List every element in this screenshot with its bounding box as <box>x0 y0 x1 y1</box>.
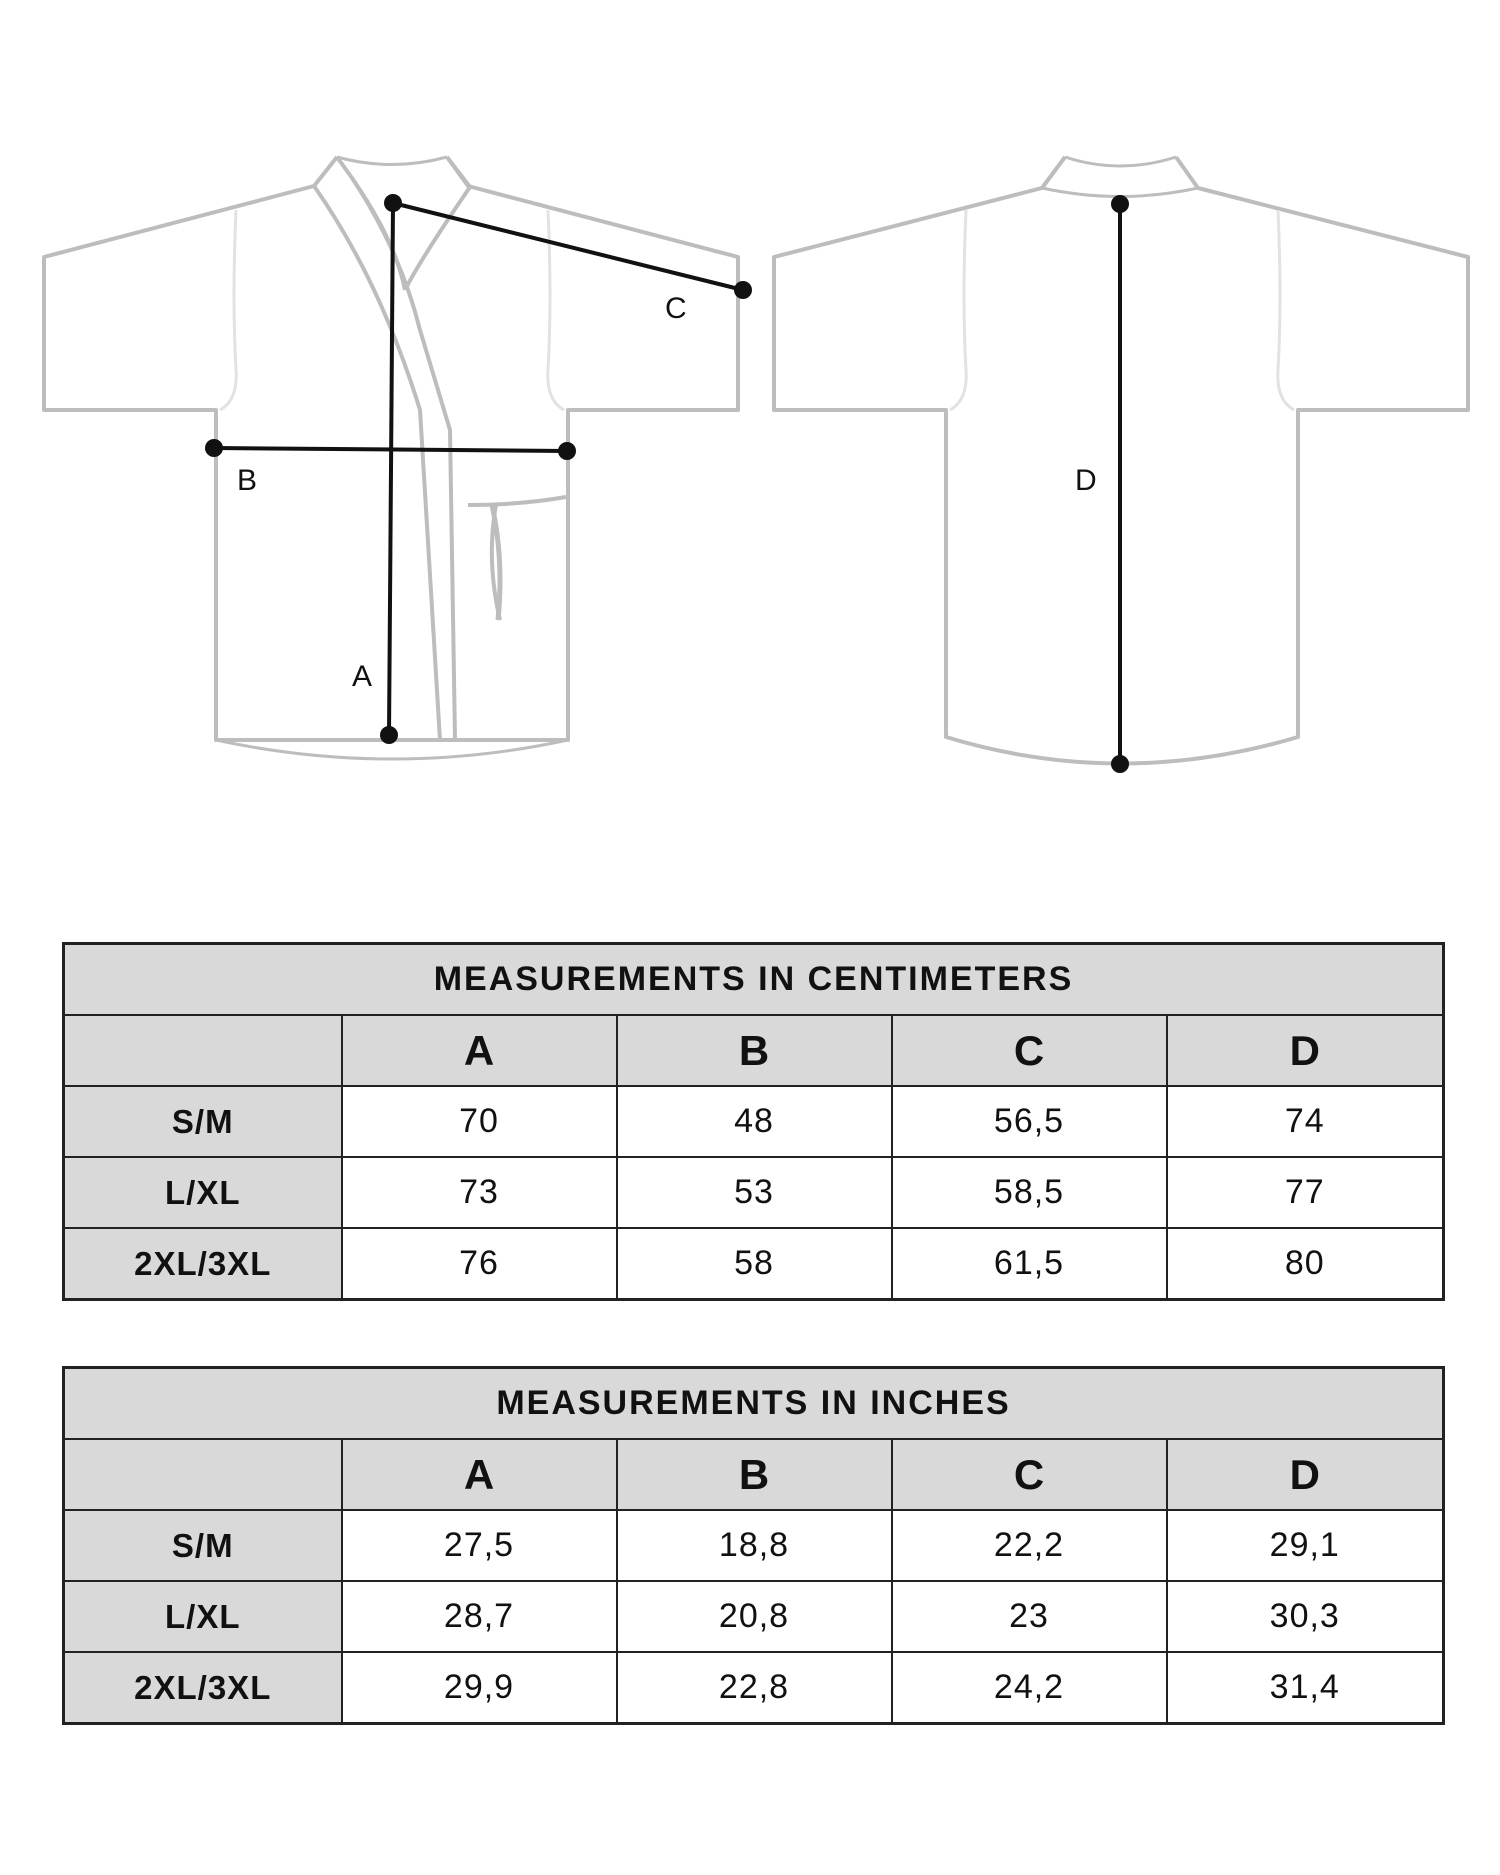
column-header-a: A <box>342 1015 617 1086</box>
table-row <box>64 1652 1444 1724</box>
column-header-b: B <box>617 1015 892 1086</box>
size-label: S/M <box>64 1086 342 1157</box>
value-cell: 27,5 <box>342 1510 617 1581</box>
measurement-line-d <box>1111 195 1129 773</box>
marker-label-a: A <box>352 660 373 693</box>
column-header-d: D <box>1167 1015 1444 1086</box>
table-row <box>64 1581 1444 1652</box>
value-cell: 30,3 <box>1167 1581 1444 1652</box>
table-row <box>64 1086 1444 1157</box>
value-cell: 74 <box>1167 1086 1444 1157</box>
value-cell: 80 <box>1167 1228 1444 1300</box>
value-cell: 48 <box>617 1086 892 1157</box>
value-cell: 31,4 <box>1167 1652 1444 1724</box>
table-title-row <box>64 1368 1444 1440</box>
table-header-row <box>64 1439 1444 1510</box>
value-cell: 58 <box>617 1228 892 1300</box>
table-row <box>64 1228 1444 1300</box>
table-title: MEASUREMENTS IN INCHES <box>64 1368 1444 1440</box>
value-cell: 53 <box>617 1157 892 1228</box>
column-header-a: A <box>342 1439 617 1510</box>
measurements-table-cm <box>62 942 1445 1301</box>
value-cell: 22,8 <box>617 1652 892 1724</box>
value-cell: 28,7 <box>342 1581 617 1652</box>
value-cell: 77 <box>1167 1157 1444 1228</box>
column-header-c: C <box>892 1439 1167 1510</box>
column-header-c: C <box>892 1015 1167 1086</box>
value-cell: 20,8 <box>617 1581 892 1652</box>
measurements-table-inches <box>62 1366 1445 1725</box>
value-cell: 73 <box>342 1157 617 1228</box>
marker-label-c: C <box>665 292 687 325</box>
table-row <box>64 1510 1444 1581</box>
value-cell: 24,2 <box>892 1652 1167 1724</box>
size-label: L/XL <box>64 1581 342 1652</box>
value-cell: 76 <box>342 1228 617 1300</box>
value-cell: 22,2 <box>892 1510 1167 1581</box>
value-cell: 29,1 <box>1167 1510 1444 1581</box>
table-title-row <box>64 944 1444 1016</box>
value-cell: 61,5 <box>892 1228 1167 1300</box>
value-cell: 23 <box>892 1581 1167 1652</box>
measurement-line-c <box>393 203 752 299</box>
value-cell: 56,5 <box>892 1086 1167 1157</box>
size-label: 2XL/3XL <box>64 1652 342 1724</box>
value-cell: 58,5 <box>892 1157 1167 1228</box>
column-header-d: D <box>1167 1439 1444 1510</box>
value-cell: 70 <box>342 1086 617 1157</box>
table-corner-cell <box>64 1439 342 1510</box>
kimono-measurement-diagram <box>0 0 1500 860</box>
table-header-row <box>64 1015 1444 1086</box>
marker-label-b: B <box>237 464 258 497</box>
table-corner-cell <box>64 1015 342 1086</box>
marker-label-d: D <box>1075 464 1097 497</box>
table-row <box>64 1157 1444 1228</box>
table-title: MEASUREMENTS IN CENTIMETERS <box>64 944 1444 1016</box>
size-label: 2XL/3XL <box>64 1228 342 1300</box>
value-cell: 29,9 <box>342 1652 617 1724</box>
value-cell: 18,8 <box>617 1510 892 1581</box>
size-label: L/XL <box>64 1157 342 1228</box>
size-label: S/M <box>64 1510 342 1581</box>
measurement-line-a <box>380 194 402 744</box>
column-header-b: B <box>617 1439 892 1510</box>
